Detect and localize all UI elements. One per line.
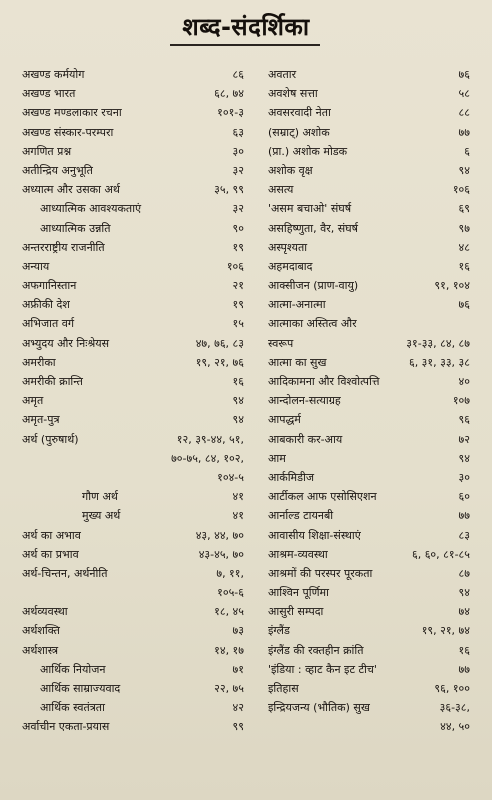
index-entry-line: [22, 644, 244, 663]
index-entry: [22, 87, 244, 106]
index-page-numbers: १९, २१, ७६: [195, 355, 244, 369]
index-term: अर्थ (पुरुषार्थ): [22, 432, 79, 446]
index-term: अहमदाबाद: [268, 259, 313, 273]
index-term: अवतार: [268, 68, 297, 81]
index-page-numbers: ८७: [458, 566, 470, 580]
index-entry: [22, 222, 244, 241]
index-entry: [22, 68, 244, 87]
index-entry: [22, 548, 244, 567]
index-page-numbers: ६०: [458, 490, 470, 504]
index-page-numbers: १०१-३: [217, 106, 244, 120]
index-entry: [268, 701, 470, 720]
index-entry: [268, 241, 470, 260]
index-page-numbers: ४२: [232, 701, 244, 715]
index-entry: [22, 586, 244, 605]
index-entry-line: [268, 260, 470, 279]
index-page-numbers: ७०-७५, ८४, १०२,: [171, 451, 244, 465]
index-entry: [22, 452, 244, 471]
index-entry-line: [22, 490, 244, 509]
index-page-numbers: ४१: [232, 490, 244, 504]
index-page-numbers: ३१-३३, ८४, ८७: [406, 336, 470, 350]
index-term: आर्थिक स्वतंत्रता: [40, 701, 105, 715]
index-entry: [268, 663, 470, 682]
index-entry: [268, 279, 470, 298]
index-term: स्वरूप: [268, 336, 294, 350]
index-entry-line: [268, 202, 470, 221]
index-entry: [22, 509, 244, 528]
index-page-numbers: १०७: [452, 394, 470, 408]
index-entry-line: [22, 452, 244, 471]
index-term: आर्टीकल आफ एसोसिएशन: [268, 490, 377, 504]
index-term: आसुरी सम्पदा: [268, 605, 324, 619]
index-page-numbers: १४, १७: [214, 643, 244, 657]
index-entry: [268, 490, 470, 509]
index-entry-line: [22, 509, 244, 528]
index-term: आर्नाल्ड टायनबी: [268, 509, 334, 523]
index-entry: [268, 413, 470, 432]
index-page-numbers: २१: [232, 279, 244, 293]
index-term: अर्थव्यवस्था: [22, 605, 68, 619]
index-entry-line: [22, 317, 244, 336]
index-entry: [22, 490, 244, 509]
index-entry: [22, 202, 244, 221]
index-entry: [268, 471, 470, 490]
index-page-numbers: ९४: [458, 451, 470, 465]
index-entry-line: [22, 586, 244, 605]
index-entry: [22, 413, 244, 432]
index-page-numbers: ६, ३१, ३३, ३८: [408, 355, 470, 369]
index-term: अर्थ-चिन्तन, अर्थनीति: [22, 566, 108, 580]
index-entry: [268, 202, 470, 221]
index-page-numbers: ३२: [232, 202, 244, 216]
index-entry: [22, 241, 244, 260]
index-entry: [268, 605, 470, 624]
index-entry-line: [22, 298, 244, 317]
index-page-numbers: ४१: [232, 509, 244, 523]
index-page-numbers: ७६: [458, 68, 470, 81]
index-page-numbers: ९४: [232, 413, 244, 427]
index-page-numbers: ९७: [458, 221, 470, 235]
index-page-numbers: ७७: [458, 125, 470, 139]
index-term: इंग्लैंड: [268, 624, 290, 638]
index-page-numbers: १९: [232, 298, 244, 312]
index-entry: [22, 644, 244, 663]
index-column-left: [22, 68, 244, 740]
index-entry-line: [268, 605, 470, 624]
index-term: अमरीकी क्रान्ति: [22, 375, 83, 388]
index-entry-line: [268, 682, 470, 701]
index-page-numbers: ९४: [458, 586, 470, 600]
index-page-numbers: १९, २१, ७४: [421, 624, 470, 638]
index-term: आश्रम-व्यवस्था: [268, 547, 328, 561]
index-entry-line: [268, 509, 470, 528]
index-page-numbers: ४८: [458, 240, 470, 254]
index-entry: [268, 222, 470, 241]
index-entry: [22, 298, 244, 317]
index-entry-line: [268, 586, 470, 605]
index-term: (सम्राट्) अशोक: [268, 125, 330, 139]
index-term: अर्थ का प्रभाव: [22, 547, 79, 561]
index-entry-line: [22, 375, 244, 394]
index-entry: [268, 145, 470, 164]
index-term: आत्मा का सुख: [268, 355, 327, 369]
index-entry: [268, 260, 470, 279]
index-entry: [268, 720, 470, 739]
index-entry-line: [22, 260, 244, 279]
index-entry: [22, 106, 244, 125]
index-entry-line: [268, 317, 470, 336]
index-entry: [268, 337, 470, 356]
index-entry-line: [22, 106, 244, 125]
index-entry: [22, 701, 244, 720]
index-entry-line: [22, 663, 244, 682]
index-entry-line: [268, 68, 470, 87]
index-entry: [22, 145, 244, 164]
index-page-numbers: ९९: [232, 720, 244, 734]
index-page-numbers: ६३: [232, 125, 244, 139]
index-entry-line: [268, 624, 470, 643]
index-page-numbers: ५८: [458, 87, 470, 101]
index-page-numbers: ६: [464, 144, 470, 158]
index-entry: [268, 87, 470, 106]
index-entry: [22, 337, 244, 356]
index-entry: [22, 317, 244, 336]
index-entry: [22, 663, 244, 682]
index-entry-line: [22, 126, 244, 145]
index-entry: [268, 106, 470, 125]
index-entry-line: [268, 452, 470, 471]
index-term: अखण्ड कर्मयोग: [22, 68, 85, 81]
index-page-numbers: ८३: [458, 528, 470, 542]
index-entry-line: [22, 720, 244, 739]
index-entry: [268, 644, 470, 663]
index-entry: [22, 605, 244, 624]
index-page-numbers: १०४-५: [217, 470, 244, 484]
index-entry-line: [22, 471, 244, 490]
index-entry-line: [22, 68, 244, 87]
index-page-numbers: ९०: [232, 221, 244, 235]
index-page-numbers: ९१, १०४: [434, 279, 470, 293]
index-entry-line: [22, 145, 244, 164]
index-page-numbers: ४३-४५, ७०: [198, 547, 244, 561]
index-page-numbers: ७४: [458, 605, 470, 619]
index-entry: [268, 356, 470, 375]
index-entry-line: [268, 471, 470, 490]
index-page-numbers: ९६: [458, 413, 470, 427]
index-entry: [268, 452, 470, 471]
index-page-numbers: ९४: [458, 163, 470, 177]
index-term: अमृत: [22, 394, 44, 408]
index-entry: [22, 126, 244, 145]
index-term: अवसरवादी नेता: [268, 106, 331, 120]
index-entry-line: [22, 183, 244, 202]
index-term: अन्तरराष्ट्रीय राजनीति: [22, 240, 105, 254]
index-entry-line: [22, 413, 244, 432]
index-entry-line: [22, 605, 244, 624]
index-term: (प्रा.) अशोक मोडक: [268, 144, 348, 158]
index-term: अभ्युदय और निःश्रेयस: [22, 336, 110, 350]
index-page-numbers: ४७, ७६, ८३: [195, 336, 244, 350]
index-term: अशोक वृक्ष: [268, 163, 313, 177]
index-page-numbers: १८, ४५: [214, 605, 244, 619]
index-term: 'इंडिया : व्हाट कैन इट टीच': [268, 662, 377, 676]
index-term: इंग्लैंड की रक्तहीन क्रांति: [268, 643, 364, 657]
index-entry: [268, 586, 470, 605]
index-entry-line: [268, 375, 470, 394]
index-entry-line: [22, 624, 244, 643]
index-page-numbers: ७६: [458, 298, 470, 312]
index-entry: [22, 260, 244, 279]
index-term: आर्थिक नियोजन: [40, 662, 106, 676]
index-entry-line: [22, 682, 244, 701]
index-entry: [22, 529, 244, 548]
index-page-numbers: ३५, ९९: [214, 183, 244, 197]
index-entry-line: [268, 298, 470, 317]
index-entry-line: [22, 394, 244, 413]
index-entry: [268, 164, 470, 183]
index-page-numbers: ८८: [458, 106, 470, 120]
index-page-numbers: २२, ७५: [214, 682, 244, 695]
index-term: अफ्रीकी देश: [22, 298, 70, 312]
index-page-numbers: ७, ११,: [216, 566, 244, 580]
index-entry-line: [268, 183, 470, 202]
index-entry-line: [268, 529, 470, 548]
index-page-numbers: ४३, ४४, ७०: [195, 528, 244, 542]
index-entry: [268, 375, 470, 394]
index-page-numbers: ७७: [458, 509, 470, 523]
index-entry-line: [268, 356, 470, 375]
index-entry-line: [268, 87, 470, 106]
index-entry-line: [22, 356, 244, 375]
index-entry: [22, 375, 244, 394]
index-term: आत्मा-अनात्मा: [268, 298, 326, 312]
index-entry-line: [22, 164, 244, 183]
index-term: अवशेष सत्ता: [268, 87, 318, 101]
index-term: अफगानिस्तान: [22, 279, 77, 293]
index-entry: [268, 298, 470, 317]
index-entry-line: [22, 241, 244, 260]
index-term: आन्दोलन-सत्याग्रह: [268, 394, 341, 408]
index-entry-line: [22, 202, 244, 221]
index-entry: [22, 720, 244, 739]
index-term: अगणित प्रश्न: [22, 144, 72, 158]
index-page-numbers: ७३: [232, 624, 244, 638]
index-entry: [22, 567, 244, 586]
index-entry: [268, 567, 470, 586]
index-entry: [268, 433, 470, 452]
index-entry-line: [22, 567, 244, 586]
index-entry: [268, 509, 470, 528]
index-entry-line: [268, 413, 470, 432]
index-entry-line: [22, 87, 244, 106]
index-entry-line: [268, 106, 470, 125]
index-term: अन्याय: [22, 259, 50, 273]
index-page-numbers: ४४, ५०: [440, 720, 470, 734]
page-title: शब्द-संदर्शिका: [182, 13, 310, 41]
index-term: अस्पृश्यता: [268, 240, 308, 254]
index-entry-line: [22, 279, 244, 298]
index-term: आवासीय शिक्षा-संस्थाएं: [268, 528, 361, 542]
index-entry: [22, 183, 244, 202]
index-entry-line: [22, 548, 244, 567]
index-entry: [22, 394, 244, 413]
index-entry: [22, 682, 244, 701]
index-term: अमरीका: [22, 355, 56, 369]
index-entry-line: [268, 222, 470, 241]
index-entry-line: [268, 145, 470, 164]
index-page-numbers: ४०: [458, 375, 470, 388]
index-entry: [268, 548, 470, 567]
index-page-numbers: १०५-६: [217, 586, 244, 600]
index-entry: [268, 682, 470, 701]
index-page-numbers: ६९: [458, 202, 470, 216]
index-term: आम: [268, 451, 286, 465]
page-title-wrap: [146, 10, 346, 46]
index-entry: [268, 624, 470, 643]
index-entry: [268, 317, 470, 336]
index-entry-line: [268, 548, 470, 567]
index-term: आबकारी कर-आय: [268, 432, 343, 446]
index-entry: [268, 183, 470, 202]
index-page-numbers: ६, ६०, ८१-८५: [412, 547, 470, 561]
index-entry-line: [268, 663, 470, 682]
index-entry-line: [22, 529, 244, 548]
index-term: आक्सीजन (प्राण-वायु): [268, 279, 359, 293]
index-term: असत्य: [268, 183, 294, 197]
index-entry: [268, 394, 470, 413]
index-page-numbers: ६८, ७४: [214, 87, 244, 101]
index-term: अखण्ड भारत: [22, 87, 76, 101]
index-term: गौण अर्थ: [82, 490, 118, 504]
index-term: आश्विन पूर्णिमा: [268, 586, 329, 600]
index-entry-line: [268, 279, 470, 298]
index-entry: [22, 164, 244, 183]
index-page-numbers: १२, ३९-४४, ५१,: [176, 432, 244, 446]
index-page-numbers: १६: [232, 375, 244, 388]
index-entry-line: [268, 126, 470, 145]
index-entry-line: [268, 394, 470, 413]
index-term: अर्थ का अभाव: [22, 528, 81, 542]
index-entry: [268, 529, 470, 548]
index-page-numbers: ७७: [458, 662, 470, 676]
index-term: आर्कमिडीज: [268, 470, 315, 484]
index-term: आदिकामना और विश्वोत्पत्ति: [268, 375, 380, 388]
index-entry: [22, 356, 244, 375]
index-page-numbers: १५: [232, 317, 244, 331]
index-page-numbers: १६: [458, 643, 470, 657]
index-entry-line: [268, 701, 470, 720]
index-page-numbers: ७१: [232, 662, 244, 676]
index-page-numbers: १६: [458, 259, 470, 273]
index-page-numbers: ३०: [232, 144, 244, 158]
index-page-numbers: १९: [232, 240, 244, 254]
title-underline: [170, 44, 320, 46]
index-term: अध्यात्म और उसका अर्थ: [22, 183, 120, 197]
index-term: आत्माका अस्तित्व और: [268, 317, 357, 331]
index-term: अखण्ड मण्डलाकार रचना: [22, 106, 122, 120]
index-term: आध्यात्मिक उन्नति: [40, 221, 111, 235]
index-page-numbers: १०६: [452, 183, 470, 197]
index-term: आश्रमों की परस्पर पूरकता: [268, 566, 373, 580]
index-entry-line: [268, 337, 470, 356]
index-term: अर्वाचीन एकता-प्रयास: [22, 720, 110, 734]
index-page-numbers: ३२: [232, 163, 244, 177]
index-entry-line: [268, 490, 470, 509]
index-term: आध्यात्मिक आवश्यकताएं: [40, 202, 142, 216]
index-term: अमृत-पुत्र: [22, 413, 60, 427]
index-page-numbers: ३०: [458, 470, 470, 484]
index-entry-line: [22, 433, 244, 452]
index-page-numbers: ९४: [232, 394, 244, 408]
index-term: अभिजात वर्ग: [22, 317, 75, 331]
index-entry: [22, 624, 244, 643]
index-page-numbers: ९६, १००: [434, 682, 470, 695]
index-entry-line: [268, 567, 470, 586]
index-page-numbers: १०६: [226, 259, 244, 273]
index-term: आर्थिक साम्राज्यवाद: [40, 682, 121, 695]
index-term: अर्थशक्ति: [22, 624, 60, 638]
index-entry-line: [22, 701, 244, 720]
index-entry-line: [22, 337, 244, 356]
index-entry-line: [22, 222, 244, 241]
index-entry: [268, 68, 470, 87]
index-entry-line: [268, 164, 470, 183]
index-entry: [22, 279, 244, 298]
index-entry: [268, 126, 470, 145]
index-entry-line: [268, 241, 470, 260]
index-term: अखण्ड संस्कार-परम्परा: [22, 125, 114, 139]
index-column-right: [268, 68, 470, 740]
index-term: अर्थशास्त्र: [22, 643, 59, 657]
index-page-numbers: ३६-३८,: [439, 701, 470, 715]
index-entry: [22, 471, 244, 490]
index-term: 'असम बचाओ' संघर्ष: [268, 202, 352, 216]
index-entry-line: [268, 644, 470, 663]
index-term: आपद्धर्म: [268, 413, 301, 427]
index-entry: [22, 433, 244, 452]
index-term: इन्द्रियजन्य (भौतिक) सुख: [268, 701, 370, 715]
index-term: असहिष्णुता, वैर, संघर्ष: [268, 221, 359, 235]
index-term: इतिहास: [268, 682, 299, 695]
index-page-numbers: ७२: [458, 432, 470, 446]
index-term: अतीन्द्रिय अनुभूति: [22, 163, 93, 177]
index-page-numbers: ८६: [232, 68, 244, 81]
index-term: मुख्य अर्थ: [82, 509, 121, 523]
index-entry-line: [268, 433, 470, 452]
index-entry-line: [268, 720, 470, 739]
